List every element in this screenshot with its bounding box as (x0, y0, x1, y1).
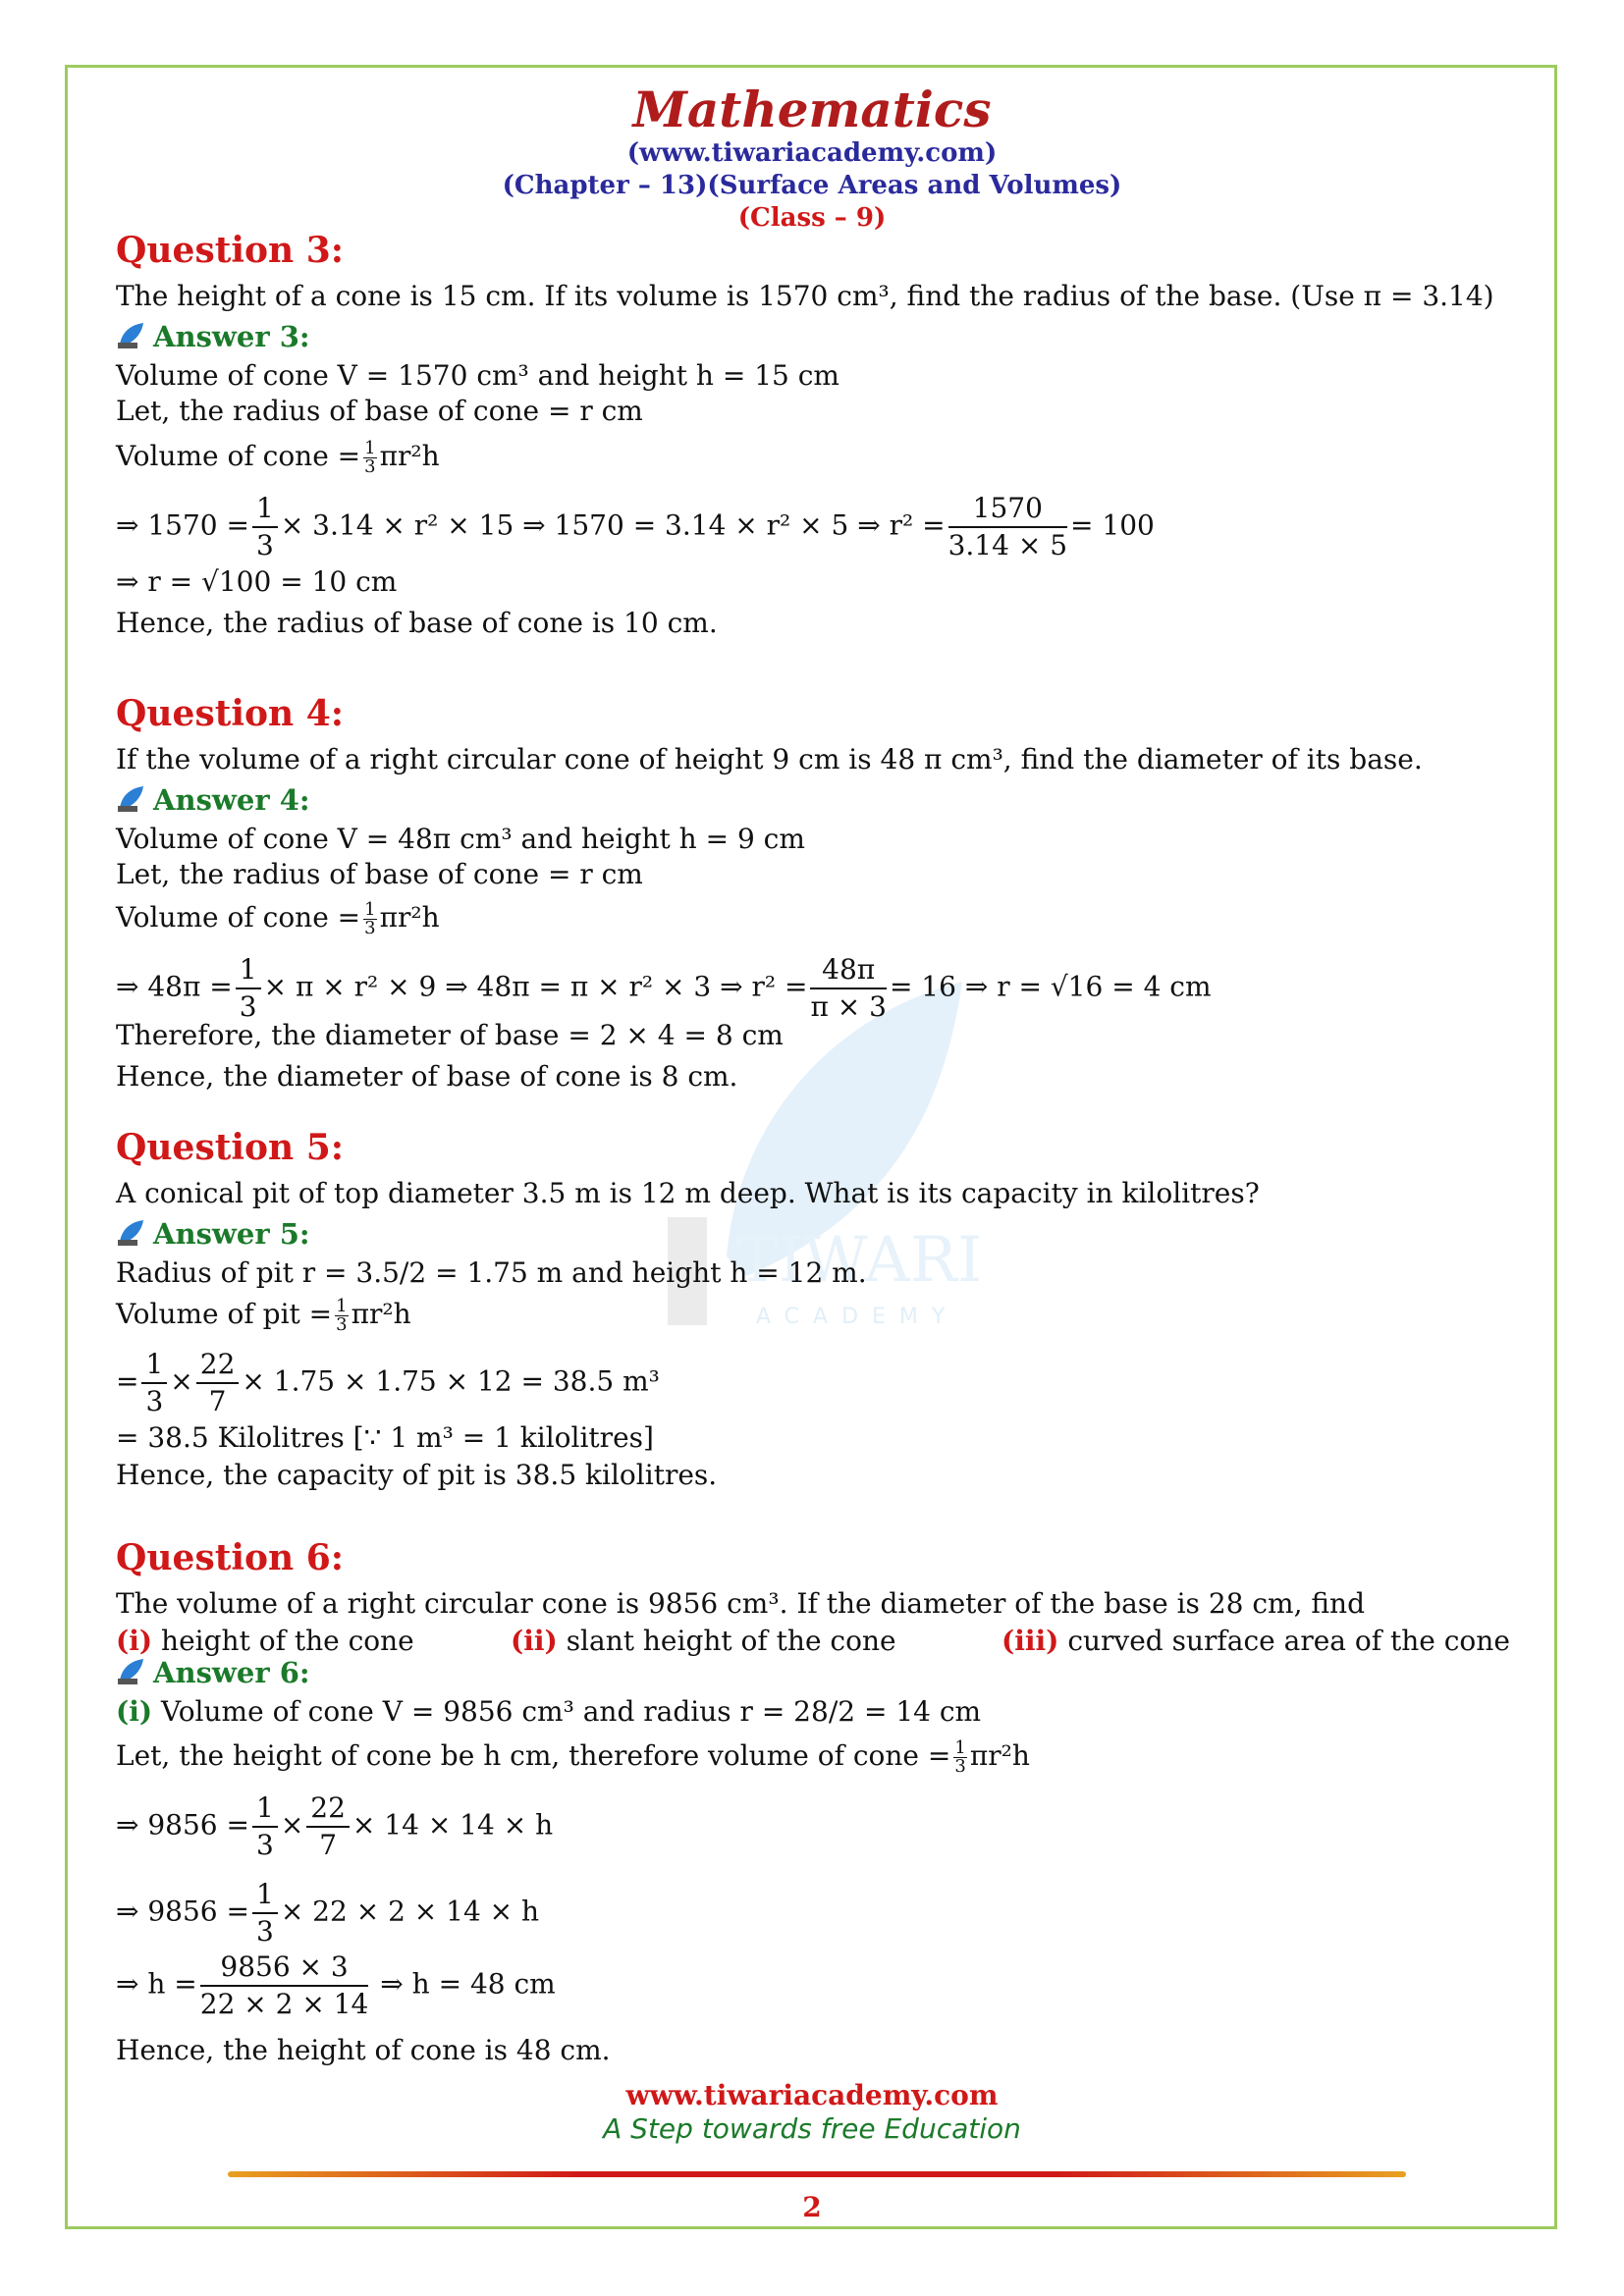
answer-4-conclusion: Hence, the diameter of base of cone is 8 cm. (116, 1060, 738, 1093)
answer-3-equation: ⇒ 1570 = $\frac{1}{3}$ × 3.14 × r² × 15 ⇒ 1570 = 3.14 × r² × 5 ⇒ r² = $\frac{1570}{3.14 \times 5}$ = 100 (116, 492, 1155, 561)
tiwari-leaf-icon (116, 321, 145, 350)
answer-5-equation: = $\frac{1}{3}$ × $\frac{22}{7}$ × 1.75 × 1.75 × 12 = 38.5 m³ (116, 1348, 660, 1417)
answer-5-line-1: Radius of pit r = 3.5/2 = 1.75 m and height h = 12 m. (116, 1256, 867, 1289)
answer-6-equation-2: ⇒ 9856 = $\frac{1}{3}$ × 22 × 2 × 14 × h (116, 1878, 540, 1948)
answer-6-equation-1: ⇒ 9856 = $\frac{1}{3}$ × $\frac{22}{7}$ × 14 × 14 × h (116, 1791, 554, 1861)
footer-website-link[interactable]: www.tiwariacademy.com (625, 2079, 999, 2111)
tiwari-leaf-icon (116, 1218, 145, 1248)
page-number: 2 (802, 2191, 822, 2223)
answer-5-line-4: = 38.5 Kilolitres [∵ 1 m³ = 1 kilolitres] (116, 1421, 654, 1454)
header-class: (Class – 9) (737, 203, 887, 233)
answer-5-line-2: Volume of pit = $\frac{1}{3}$ πr²h (116, 1296, 411, 1335)
header-website[interactable]: (www.tiwariacademy.com) (626, 138, 998, 168)
footer-tagline: A Step towards free Education (603, 2112, 1021, 2145)
header-chapter: (Chapter – 13)(Surface Areas and Volumes) (502, 171, 1122, 200)
footer-divider (228, 2171, 1406, 2177)
answer-3-line-3: Volume of cone = $\frac{1}{3}$ πr²h (116, 438, 440, 477)
question-4-heading: Question 4: (116, 693, 345, 734)
tiwari-leaf-icon (116, 784, 145, 814)
answer-5-conclusion: Hence, the capacity of pit is 38.5 kilolitres. (116, 1459, 718, 1491)
watermark-subtext: ACADEMY (756, 1305, 959, 1329)
question-4-text: If the volume of a right circular cone of height 9 cm is 48 π cm³, find the diameter of its base. (116, 743, 1423, 775)
answer-6-conclusion: Hence, the height of cone is 48 cm. (116, 2034, 611, 2066)
page-title: Mathematics (632, 80, 992, 138)
question-3-heading: Question 3: (116, 230, 345, 271)
question-6-part-iii: (iii) curved surface area of the cone (1001, 1625, 1510, 1657)
answer-5-heading: Answer 5: (116, 1217, 310, 1251)
answer-6-heading: Answer 6: (116, 1656, 310, 1689)
tiwari-leaf-icon (116, 1657, 145, 1686)
answer-3-line-5: ⇒ r = √100 = 10 cm (116, 565, 398, 598)
question-5-text: A conical pit of top diameter 3.5 m is 12 m deep. What is its capacity in kilolitres? (116, 1177, 1260, 1209)
question-6-text: The volume of a right circular cone is 9856 cm³. If the diameter of the base is 28 cm, find (116, 1587, 1366, 1620)
answer-3-line-2: Let, the radius of base of cone = r cm (116, 395, 643, 427)
answer-3-line-1: Volume of cone V = 1570 cm³ and height h = 15 cm (116, 359, 839, 392)
answer-4-line-5: Therefore, the diameter of base = 2 × 4 = 8 cm (116, 1019, 784, 1051)
question-6-part-ii: (ii) slant height of the cone (511, 1625, 896, 1657)
answer-4-line-1: Volume of cone V = 48π cm³ and height h = 9 cm (116, 823, 805, 855)
answer-4-line-3: Volume of cone = $\frac{1}{3}$ πr²h (116, 899, 440, 938)
answer-3-heading: Answer 3: (116, 320, 310, 353)
answer-6-equation-3: ⇒ h = $\frac{9856 \times 3}{22 \times 2 \times 14}$ ⇒ h = 48 cm (116, 1950, 556, 2020)
watermark-text: TIWARI (736, 1224, 983, 1297)
answer-4-equation: ⇒ 48π = $\frac{1}{3}$ × π × r² × 9 ⇒ 48π = π × r² × 3 ⇒ r² = $\frac{48\pi}{\pi \times 3}$ = 16 ⇒ r = √16 = 4 cm (116, 953, 1212, 1023)
answer-4-line-2: Let, the radius of base of cone = r cm (116, 858, 643, 890)
question-5-heading: Question 5: (116, 1127, 345, 1168)
answer-6-line-1: (i) Volume of cone V = 9856 cm³ and radius r = 28/2 = 14 cm (116, 1695, 982, 1728)
answer-4-heading: Answer 4: (116, 783, 310, 817)
question-3-text: The height of a cone is 15 cm. If its volume is 1570 cm³, find the radius of the base. (Use π = 3.14) (116, 280, 1494, 312)
question-6-heading: Question 6: (116, 1537, 345, 1578)
answer-6-line-2: Let, the height of cone be h cm, therefore volume of cone = $\frac{1}{3}$ πr²h (116, 1737, 1030, 1777)
answer-3-conclusion: Hence, the radius of base of cone is 10 cm. (116, 607, 718, 639)
question-6-part-i: (i) height of the cone (116, 1625, 414, 1657)
